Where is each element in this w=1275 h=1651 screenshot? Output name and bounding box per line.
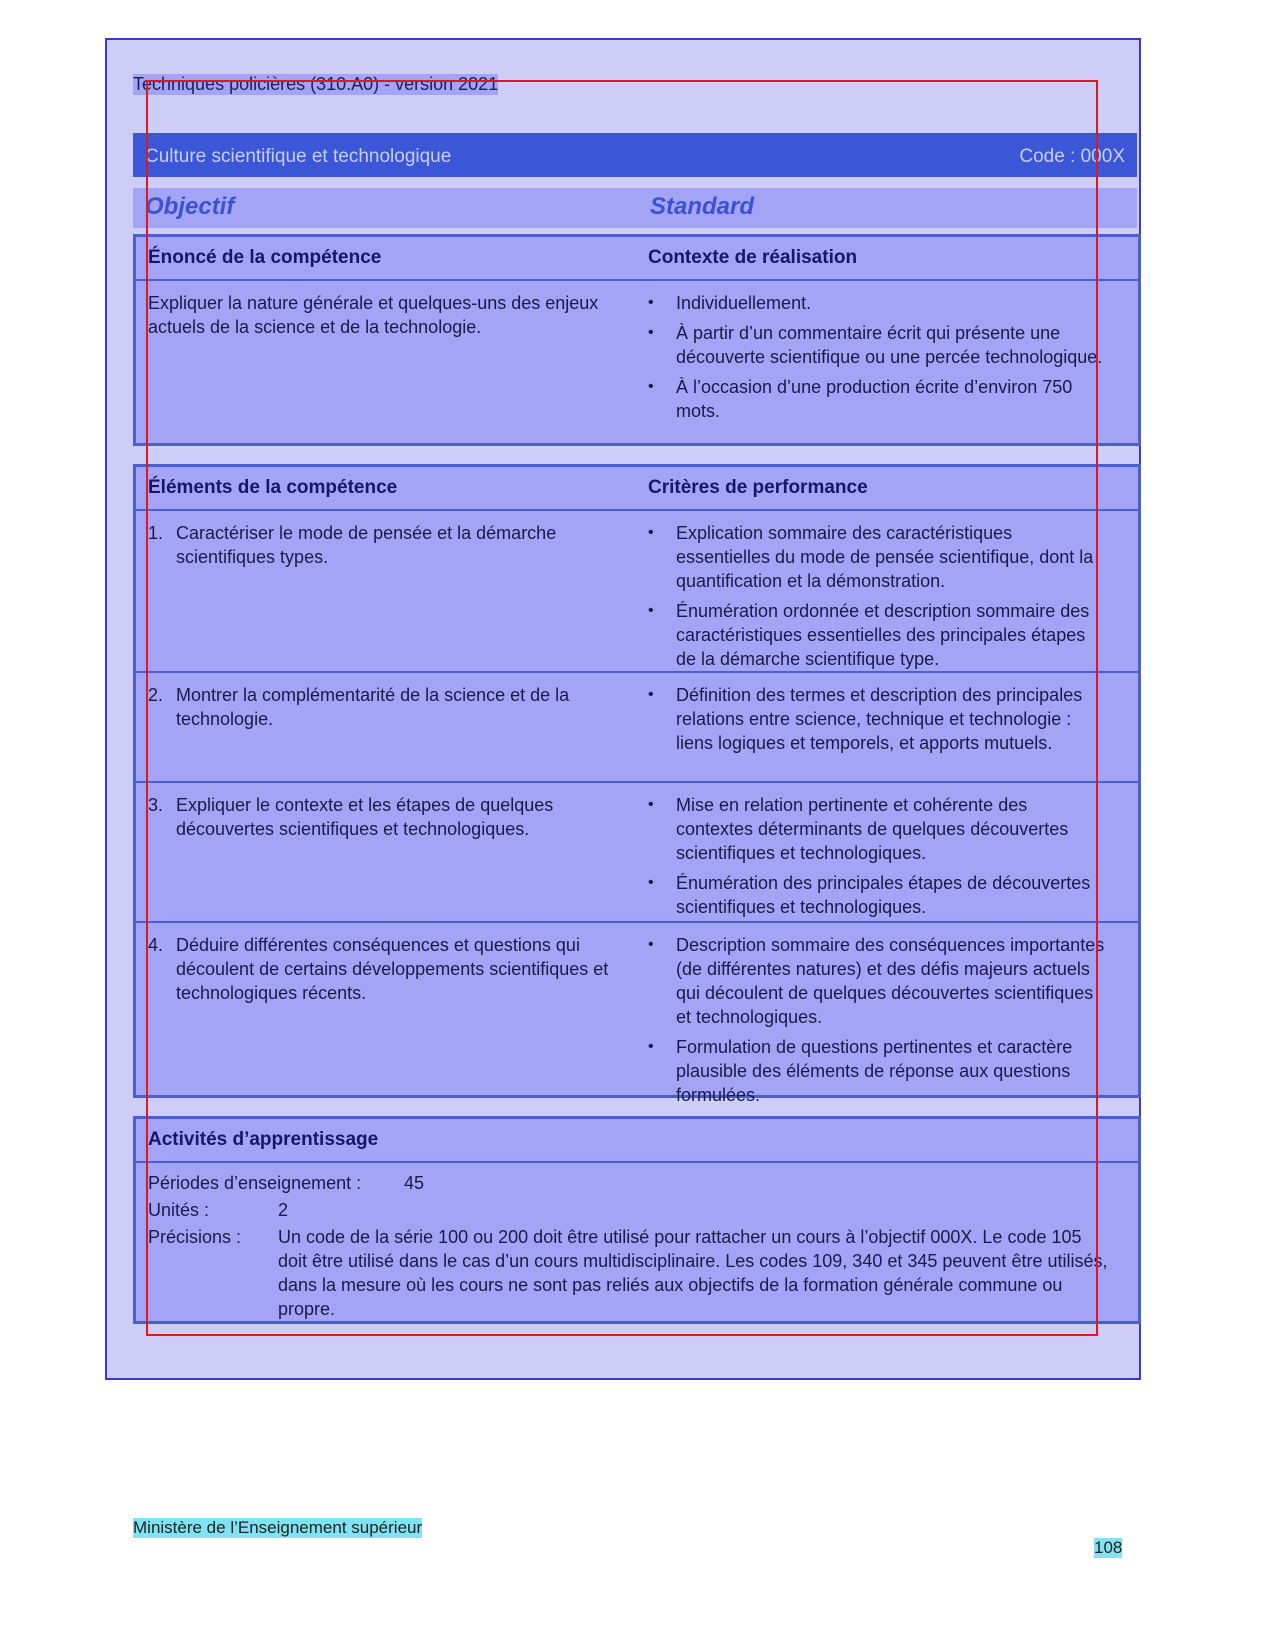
precisions-label: Précisions : [148, 1227, 242, 1247]
unites-label: Unités : [148, 1200, 210, 1220]
criteres-1 [648, 521, 1108, 677]
list-item: • Énumération ordonnée et description sommaire des caractéristiques essentielles des principales étapes de la démarche scientifique type. [648, 601, 1090, 669]
contexte-list [648, 291, 1108, 429]
periodes-value: 45 [404, 1173, 425, 1193]
activites-header [136, 1119, 1138, 1163]
objectif-label: Objectif [145, 193, 235, 220]
criteres-2 [648, 683, 1108, 761]
list-item: • Énumération des principales étapes de découvertes scientifiques et technologiques. [648, 873, 1091, 917]
table-row [136, 923, 1138, 1103]
activites-section [133, 1116, 1141, 1324]
table-row [136, 511, 1138, 673]
periodes-label: Périodes d’enseignement : [148, 1173, 362, 1193]
criteres-3 [648, 793, 1108, 925]
element-1: 1. Caractériser le mode de pensée et la démarche scientifiques types. [148, 523, 557, 567]
element-4: 4. Déduire différentes conséquences et questions qui découlent de certains développements scientifiques et technologiques récents. [148, 935, 609, 1003]
enonce-text: Expliquer la nature générale et quelques-uns des enjeux actuels de la science et de la technologie. [148, 293, 599, 337]
activites-body [136, 1163, 1138, 1325]
program-title: Techniques policières (310.A0) - version 2021 [133, 74, 499, 94]
criteres-4 [648, 933, 1108, 1113]
list-item: • À l’occasion d’une production écrite d’environ 750 mots. [648, 377, 1073, 421]
table-row [136, 783, 1138, 923]
page-number: 108 [1094, 1538, 1123, 1557]
course-banner [133, 133, 1137, 177]
objective-standard-row [133, 188, 1137, 228]
element-2: 2. Montrer la complémentarité de la science et de la technologie. [148, 685, 570, 729]
list-item: • Formulation de questions pertinentes et caractère plausible des éléments de réponse aux questions formulées. [648, 1037, 1073, 1105]
element-3: 3. Expliquer le contexte et les étapes de quelques découvertes scientifiques et technologiques. [148, 795, 554, 839]
banner-title: Culture scientifique et technologique [145, 146, 452, 167]
enonce-heading: Énoncé de la compétence [148, 247, 382, 268]
contexte-heading: Contexte de réalisation [648, 247, 858, 268]
list-item: • Mise en relation pertinente et cohérente des contextes déterminants de quelques découvertes scientifiques et technologiques. [648, 795, 1069, 863]
elements-heading: Éléments de la compétence [148, 477, 398, 498]
table-row [136, 673, 1138, 783]
competence-header [136, 237, 1138, 281]
activites-heading: Activités d’apprentissage [148, 1129, 379, 1150]
elements-header [136, 467, 1138, 511]
precisions-text: Un code de la série 100 ou 200 doit être utilisé pour rattacher un cours à l’objectif 000X. Le code 105 doit être utilisé dans le cas d’un cours multidisciplinaire. Les codes 109, 340 et 345 peuvent être utilisés, dans la mesure où les cours ne sont pas reliés aux objectifs de la formation générale commune ou propre. [278, 1227, 1108, 1319]
unites-value: 2 [278, 1200, 289, 1220]
list-item: • Définition des termes et description des principales relations entre science, technique et technologie : liens logiques et temporels, et apports mutuels. [648, 685, 1083, 753]
list-item: • Explication sommaire des caractéristiques essentielles du mode de pensée scientifique, dont la quantification et la démonstration. [648, 523, 1094, 591]
competence-row [136, 281, 1138, 445]
list-item: • Individuellement. [648, 293, 812, 313]
competence-section [133, 234, 1141, 446]
footer-ministry: Ministère de l’Enseignement supérieur [133, 1518, 423, 1537]
elements-section [133, 464, 1141, 1105]
banner-code: Code : 000X [1019, 146, 1125, 167]
list-item: • À partir d’un commentaire écrit qui présente une découverte scientifique ou une percée technologique. [648, 323, 1103, 367]
standard-label: Standard [650, 193, 755, 220]
list-item: • Description sommaire des conséquences importantes (de différentes natures) et des défis majeurs actuels qui découlent de quelques découvertes scientifiques et technologiques. [648, 935, 1105, 1027]
criteres-heading: Critères de performance [648, 477, 868, 498]
